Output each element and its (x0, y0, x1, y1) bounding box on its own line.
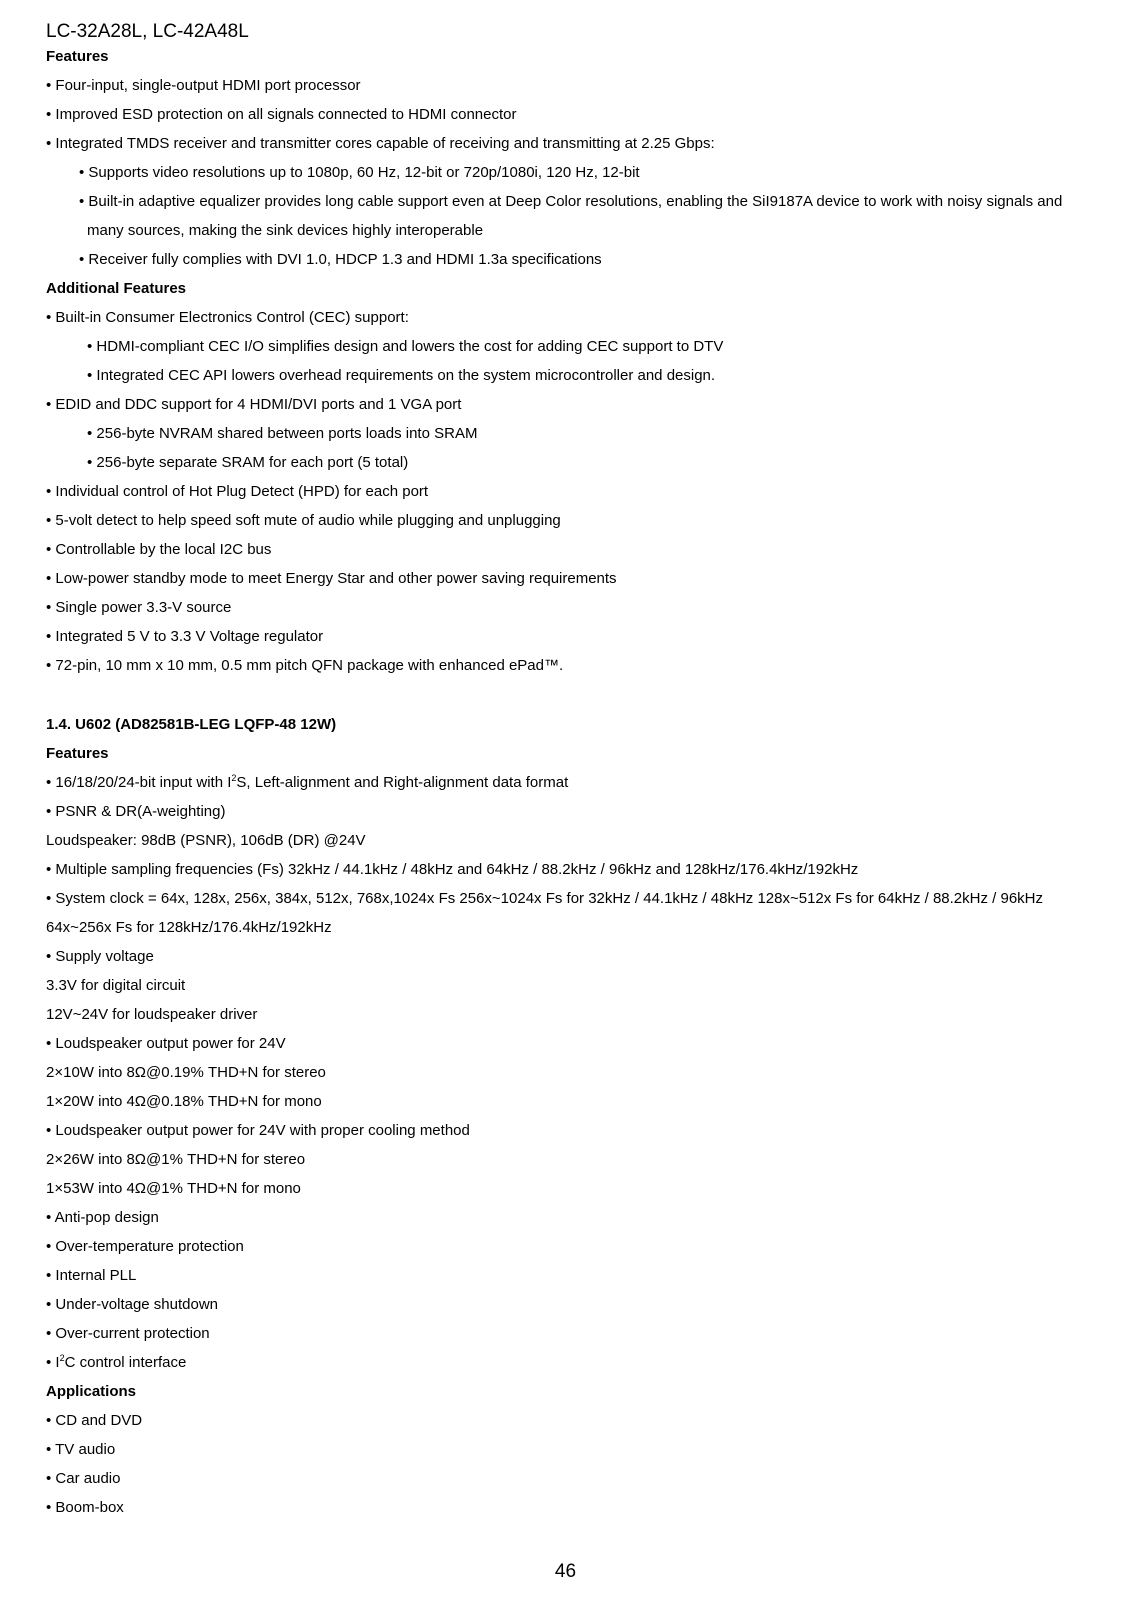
sub-list-item: • Receiver fully complies with DVI 1.0, HDCP 1.3 and HDMI 1.3a specifications (79, 251, 602, 268)
list-item: Loudspeaker: 98dB (PSNR), 106dB (DR) @24V (46, 832, 366, 849)
list-item: • Over-temperature protection (46, 1238, 244, 1255)
list-item: • Integrated 5 V to 3.3 V Voltage regulator (46, 628, 324, 645)
list-item: • 72-pin, 10 mm x 10 mm, 0.5 mm pitch QFN package with enhanced ePad™. (46, 657, 564, 674)
list-item: 1×53W into 4Ω@1% THD+N for mono (46, 1180, 301, 1197)
list-item: 2×10W into 8Ω@0.19% THD+N for stereo (46, 1064, 326, 1081)
list-item: 3.3V for digital circuit (46, 977, 186, 994)
applications-heading: Applications (46, 1383, 137, 1400)
list-item: • Four-input, single-output HDMI port processor (46, 77, 361, 94)
sub-list-item: • 256-byte NVRAM shared between ports loads into SRAM (87, 425, 478, 442)
sub-list-item: • Supports video resolutions up to 1080p, 60 Hz, 12-bit or 720p/1080i, 120 Hz, 12-bit (79, 164, 640, 181)
sub-list-item: • Integrated CEC API lowers overhead requirements on the system microcontroller and design. (87, 367, 716, 384)
section-title: 1.4. U602 (AD82581B-LEG LQFP-48 12W) (46, 716, 337, 733)
list-item: • CD and DVD (46, 1412, 143, 1429)
sub-list-item: • Built-in adaptive equalizer provides long cable support even at Deep Color resolutions, enabling the SiI9187A device to work with noisy signals and (79, 193, 1063, 210)
list-item: • Boom-box (46, 1499, 124, 1516)
list-item: • Integrated TMDS receiver and transmitter cores capable of receiving and transmitting at 2.25 Gbps: (46, 135, 715, 152)
list-item: • Individual control of Hot Plug Detect (HPD) for each port (46, 483, 429, 500)
list-item: • Over-current protection (46, 1325, 210, 1342)
list-item: • Anti-pop design (46, 1209, 159, 1226)
list-item: • Multiple sampling frequencies (Fs) 32kHz / 44.1kHz / 48kHz and 64kHz / 88.2kHz / 96kHz and 128kHz/176.4kHz/192kHz (46, 861, 859, 878)
list-item: • 16/18/20/24-bit input with $I^2S$, Left-alignment and Right-alignment data format (46, 773, 569, 791)
list-item: • 5-volt detect to help speed soft mute of audio while plugging and unplugging (46, 512, 561, 529)
list-item: • Single power 3.3-V source (46, 599, 232, 616)
page-number: 46 (554, 1561, 577, 1582)
document-header-model: LC-32A28L, LC-42A48L (46, 21, 249, 42)
list-item: • Improved ESD protection on all signals connected to HDMI connector (46, 106, 517, 123)
features-heading: Features (46, 48, 109, 65)
sub-list-item: • HDMI-compliant CEC I/O simplifies design and lowers the cost for adding CEC support to DTV (87, 338, 724, 355)
list-item: 12V~24V for loudspeaker driver (46, 1006, 258, 1023)
list-item: • TV audio (46, 1441, 116, 1458)
list-item: 2×26W into 8Ω@1% THD+N for stereo (46, 1151, 306, 1168)
features-heading: Features (46, 745, 109, 762)
list-item: • Built-in Consumer Electronics Control (CEC) support: (46, 309, 409, 326)
list-item: • Low-power standby mode to meet Energy Star and other power saving requirements (46, 570, 617, 587)
sub-list-item: • 256-byte separate SRAM for each port (5 total) (87, 454, 409, 471)
sub-list-item-continuation: many sources, making the sink devices highly interoperable (87, 222, 484, 239)
list-item: 1×20W into 4Ω@0.18% THD+N for mono (46, 1093, 322, 1110)
list-item: • Under-voltage shutdown (46, 1296, 219, 1313)
list-item: • Controllable by the local I2C bus (46, 541, 272, 558)
list-item: • Car audio (46, 1470, 121, 1487)
list-item: 64x~256x Fs for 128kHz/176.4kHz/192kHz (46, 919, 332, 936)
list-item: • EDID and DDC support for 4 HDMI/DVI ports and 1 VGA port (46, 396, 462, 413)
list-item: • Loudspeaker output power for 24V with proper cooling method (46, 1122, 470, 1139)
list-item: • Internal PLL (46, 1267, 137, 1284)
list-item: • PSNR & DR(A-weighting) (46, 803, 226, 820)
additional-features-heading: Additional Features (46, 280, 187, 297)
list-item: • Loudspeaker output power for 24V (46, 1035, 286, 1052)
list-item: • $I^2C$ control interface (46, 1353, 187, 1371)
list-item: • System clock = 64x, 128x, 256x, 384x, 512x, 768x,1024x Fs 256x~1024x Fs for 32kHz / 44.1kHz / 48kHz 128x~512x Fs for 64kHz / 88.2kHz / 96kHz (46, 890, 1044, 907)
list-item: • Supply voltage (46, 948, 154, 965)
